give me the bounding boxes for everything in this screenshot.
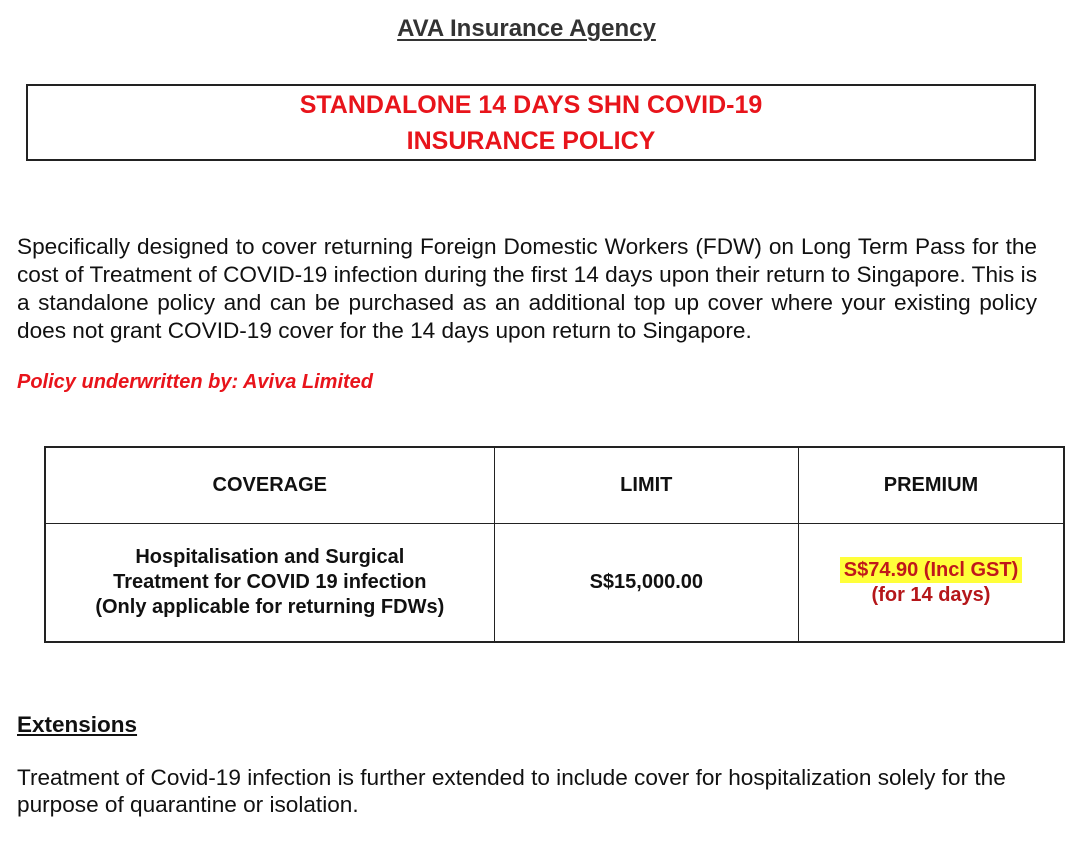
underwriter-note: Policy underwritten by: Aviva Limited [17, 371, 373, 393]
coverage-cell [45, 523, 494, 642]
intro-paragraph: Specifically designed to cover returning Foreign Domestic Workers (FDW) on Long Term Pass for the cost of Treatment of COVID-19 infection during the first 14 days upon their return to Singapore. This is a standalone policy and can be purchased as an additional top up cover where your existing policy does not grant COVID-19 cover for the 14 days upon return to Singapore. [17, 234, 1037, 343]
policy-title-box [26, 84, 1036, 161]
policy-title-line2: INSURANCE POLICY [406, 126, 656, 155]
premium-duration: (for 14 days) [871, 583, 991, 606]
header-coverage: COVERAGE [45, 447, 494, 523]
header-premium: PREMIUM [799, 447, 1065, 523]
premium-cell [799, 523, 1065, 642]
table-row [45, 523, 1064, 642]
premium-amount: S$74.90 (Incl GST) [840, 557, 1023, 583]
header-limit: LIMIT [494, 447, 798, 523]
coverage-line: Hospitalisation and Surgical [135, 545, 405, 568]
coverage-table [44, 446, 1065, 643]
policy-title-line1: STANDALONE 14 DAYS SHN COVID-19 [299, 90, 763, 119]
agency-name: AVA Insurance Agency [397, 15, 656, 42]
table-header-row [45, 447, 1064, 523]
extensions-text: Treatment of Covid-19 infection is further extended to include cover for hospitalization solely for the purpose of quarantine or isolation. [17, 765, 1006, 817]
extensions-heading: Extensions [17, 712, 138, 737]
coverage-line: Treatment for COVID 19 infection [113, 570, 427, 593]
coverage-line: (Only applicable for returning FDWs) [95, 595, 445, 618]
limit-cell: S$15,000.00 [494, 523, 798, 642]
